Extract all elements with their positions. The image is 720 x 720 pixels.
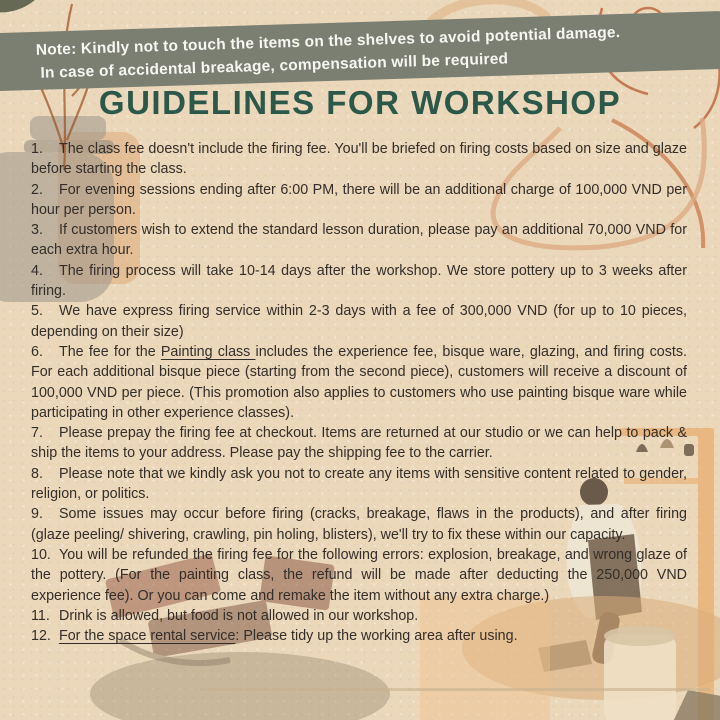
guideline-item (31, 261, 687, 302)
guideline-item (31, 626, 687, 646)
guideline-text: Please prepay the firing fee at checkout. Items are returned at our studio or we can help to pack & ship the items to your address. Please pay the shipping fee to the carrier. (31, 425, 687, 462)
guideline-text: Please note that we kindly ask you not to create any items with sensitive content related to gender, religion, or politics. (31, 465, 687, 503)
guideline-item (31, 220, 687, 261)
guideline-text: The firing process will take 10-14 days after the workshop. We store pottery up to 3 weeks after firing. (31, 262, 687, 300)
guideline-item (31, 342, 687, 423)
guidelines-list (31, 139, 687, 646)
guideline-item (31, 139, 687, 180)
guideline-item (31, 606, 687, 626)
guideline-text: You will be refunded the firing fee for the following errors: explosion, breakage, and wrong glaze of the pottery. (For the painting class, the refund will be made after deducting the 250,000 VND experience fee). Or you can come and remake the item without any extra charge.) (31, 546, 687, 604)
guideline-text: : Please tidy up the working area after using. (235, 628, 518, 645)
guideline-text: The class fee doesn't include the firing fee. You'll be briefed on firing costs based on size and glaze before starting the class. (31, 141, 687, 178)
guideline-text: We have express firing service within 2-3 days with a fee of 300,000 VND (for up to 10 pieces, depending on their size) (31, 303, 687, 340)
guideline-item (31, 423, 687, 464)
guideline-number: 4. (31, 262, 43, 279)
guideline-text: includes the experience fee, bisque ware, glazing, and firing costs. For each additional bisque piece (starting from the second piece), customers will receive a discount of 100,000 VND per piece. (This promotion also applies to customers who use painting bisque ware while participating in other experience classes). (31, 343, 687, 421)
guideline-text-underlined: Painting class (160, 343, 256, 360)
guideline-item (31, 464, 687, 505)
guideline-number: 10. (31, 546, 51, 563)
guideline-number: 3. (31, 222, 43, 239)
guideline-item (31, 301, 687, 342)
guideline-number: 9. (31, 506, 43, 523)
guideline-item (31, 180, 687, 221)
guideline-number: 6. (31, 343, 43, 360)
guideline-item (31, 504, 687, 545)
guideline-number: 11. (31, 607, 50, 624)
guideline-number: 1. (31, 141, 43, 157)
guideline-text: The fee for the (59, 343, 161, 360)
leaf-corner-icon (0, 0, 45, 12)
page-title: GUIDELINES FOR WORKSHOP (98, 84, 622, 121)
guideline-number: 12. (31, 628, 51, 645)
guideline-text: If customers wish to extend the standard lesson duration, please pay an additional 70,000 VND for each extra hour. (31, 222, 687, 259)
guideline-text: Some issues may occur before firing (cracks, breakage, flaws in the products), and after firing (glaze peeling/ shivering, crawling, pin holing, blisters), we'll try to fix these within our capacity. (31, 506, 687, 543)
guideline-text: Drink is allowed, but food is not allowed in our workshop. (59, 607, 419, 624)
note-banner-line2: In case of accidental breakage, compensation will be required (40, 50, 509, 82)
guideline-item (31, 545, 687, 606)
guideline-number: 2. (31, 181, 43, 198)
guideline-text-underlined: For the space rental service (59, 628, 236, 645)
guideline-number: 8. (31, 465, 43, 482)
guideline-number: 5. (31, 303, 43, 320)
note-banner-line1: Note: Kindly not to touch the items on the shelves to avoid potential damage. (35, 24, 621, 59)
guideline-number: 7. (31, 425, 43, 442)
guideline-text: For evening sessions ending after 6:00 PM, there will be an additional charge of 100,000 VND per hour per person. (31, 181, 687, 218)
